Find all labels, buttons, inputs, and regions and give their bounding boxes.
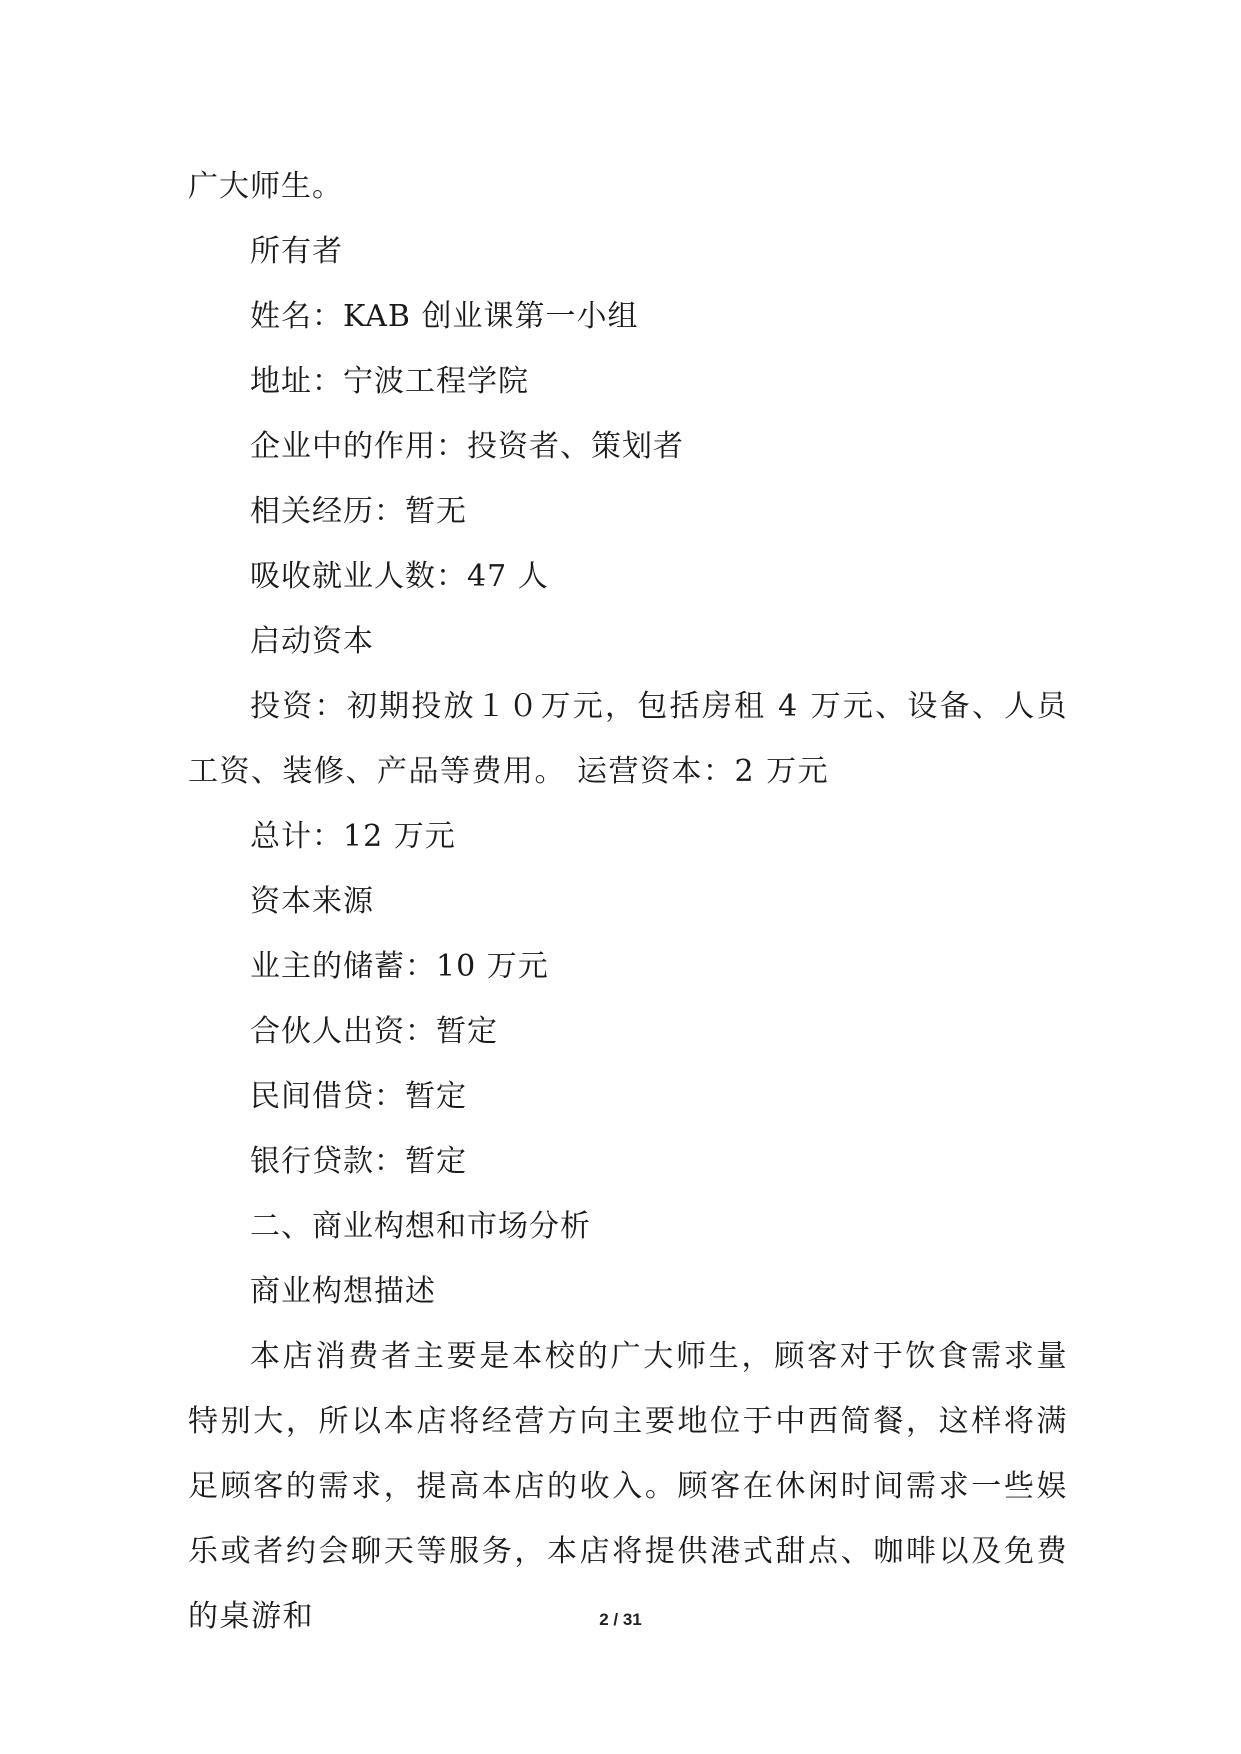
owner-name: 姓名：KAB 创业课第一小组 (250, 299, 639, 334)
section-heading-capital: 启动资本 (250, 624, 374, 659)
source-private-loan: 民间借贷：暂定 (250, 1079, 467, 1114)
section-heading-concept: 商业构想描述 (250, 1274, 436, 1309)
page-number: 2 / 31 (599, 1610, 642, 1629)
section-heading-capital-source: 资本来源 (250, 884, 374, 919)
source-bank-loan: 银行贷款：暂定 (250, 1144, 467, 1179)
chapter-heading: 二、商业构想和市场分析 (250, 1209, 591, 1244)
source-partner: 合伙人出资：暂定 (250, 1014, 498, 1049)
text-line: 广大师生。 (188, 169, 343, 204)
document-body (188, 154, 1068, 1649)
owner-address: 地址：宁波工程学院 (250, 364, 529, 399)
description-paragraph: 本店消费者主要是本校的广大师生，顾客对于饮食需求量特别大，所以本店将经营方向主要地位于中西简餐，这样将满足顾客的需求，提高本店的收入。顾客在休闲时间需求一些娱乐或者约会聊天等服务，本店将提供港式甜点、咖啡以及免费的桌游和 (188, 1339, 1068, 1634)
owner-experience: 相关经历：暂无 (250, 494, 467, 529)
source-savings: 业主的储蓄：10 万元 (250, 949, 549, 984)
section-heading-owner: 所有者 (250, 234, 343, 269)
capital-total: 总计：12 万元 (250, 819, 456, 854)
investment-paragraph: 投资：初期投放１０万元，包括房租 4 万元、设备、人员工资、装修、产品等费用。 运营资本：2 万元 (188, 689, 1068, 789)
owner-role: 企业中的作用：投资者、策划者 (250, 429, 684, 464)
employment-count: 吸收就业人数：47 人 (250, 559, 549, 594)
